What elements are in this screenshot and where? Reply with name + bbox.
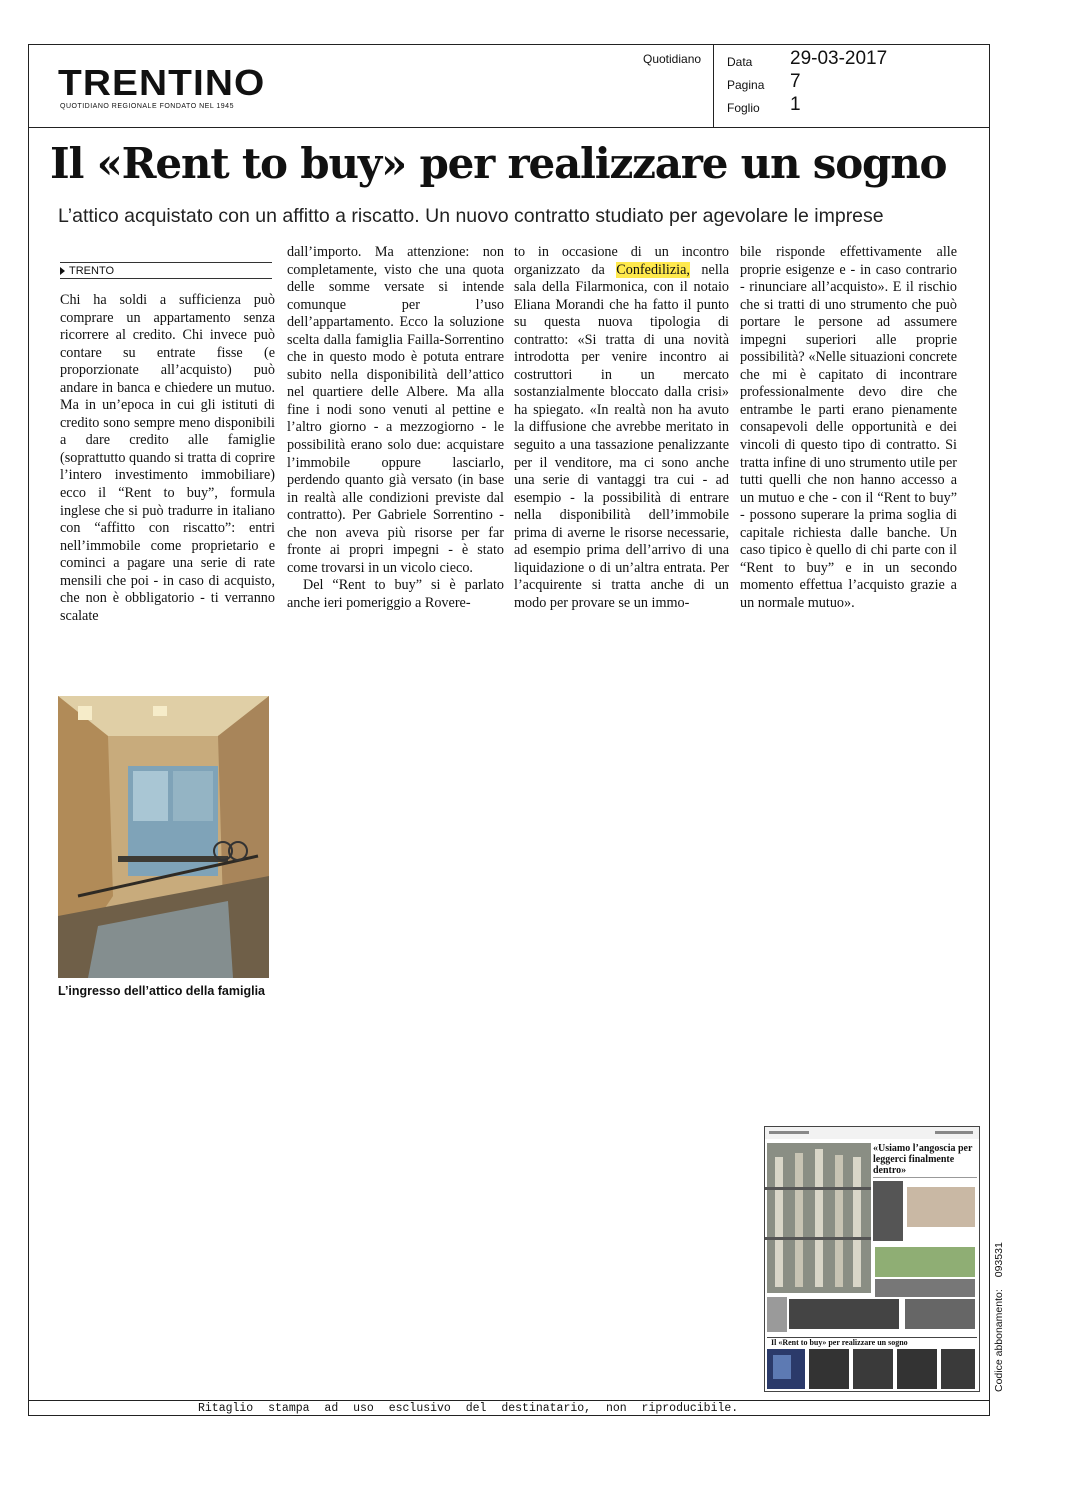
column-4 [740,244,957,612]
triangle-icon [60,267,65,275]
header-separator [713,44,714,127]
column-2 [287,244,504,612]
sheet-value: 1 [790,94,801,115]
footer-divider [28,1400,990,1401]
page-label: Pagina [727,78,765,92]
article-subtitle: L’attico acquistato con un affitto a riscatto. Un nuovo contratto studiato per agevolare le imprese [58,205,884,227]
page-thumbnail [764,1126,980,1392]
logo-tagline: QUOTIDIANO REGIONALE FONDATO NEL 1945 [60,103,234,110]
photo-caption: L’ingresso dell’attico della famiglia [58,984,266,998]
page-value: 7 [790,71,801,92]
date-value: 29-03-2017 [790,48,888,69]
photo-drawing [58,696,269,978]
source-type: Quotidiano [643,52,702,66]
thumbnail-headline: «Usiamo l’angoscia per leggerci finalmente dentro» [873,1143,973,1176]
newspaper-logo: TRENTINO [58,62,266,103]
column-3 [514,244,729,612]
paragraph: Del “Rent to buy” si è parlato anche ieri pomeriggio a Rovere- [287,577,504,611]
sheet-label: Foglio [727,101,760,115]
thumbnail-bottom-headline: Il «Rent to buy» per realizzare un sogno [771,1338,908,1347]
paragraph: dall’importo. Ma attenzione: non completamente, visto che una quota delle somme versate si intende comunque per l’uso dell’appartamento. Ecco la soluzione scelta dalla famiglia Failla-Sorrentino che in questo modo è potuta entrare subito nella disponibilità dell’attico nel quartiere delle Albere. Ma alla fine i nodi sono venuti al pettine e l’altro giorno - a mezzogiorno - le possibilità erano solo due: acquistare l’immobile oppure lasciarlo, perdendo quanto già versato (in base in realtà alle condizioni previste dal contratto). Per Gabriele Sorrentino - che non aveva più risorse per far fronte ai propri impegni - è stato come trovarsi in un vicolo cieco. [287,244,504,576]
header-divider [28,127,990,128]
reproduction-notice: Ritaglio stampa ad uso esclusivo del destinatario, non riproducibile. [198,1402,739,1415]
text-run: to in occasione di un incontro organizzato da [514,244,729,278]
date-label: Data [727,55,753,69]
text-run: nella sala della Filarmonica, con il notaio Eliana Morandi che ha fatto il punto su questa nuova tipologia di contratto: «Si tratta di una novità introdotta per venire incontro ai costruttori in un mercato sostanzialmente bloccato dalla crisi» ha spiegato. «In realtà non ha avuto la diffusione che avrebbe meritato in seguito a una tassazione penalizzante per il venditore, ma ci sono anche una serie di vantaggi tra cui - ad esempio - la possibilità di entrare nella disponibilità dell’immobile prima di averne le risorse necessarie, ad esempio prima dell’arrivo di una liquidazione o di un’altra entrata. Per l’acquirente si tratta anche di un modo per provare se un immo- [514,261,729,611]
subscription-label: Codice abbonamento: [993,1289,1005,1392]
article-title: Il «Rent to buy» per realizzare un sogno [50,139,947,188]
column-1 [60,292,275,625]
article-photo [58,696,269,978]
dateline [60,262,272,279]
highlighted-text: Confedilizia, [616,261,690,278]
dateline-text: TRENTO [69,265,115,277]
subscription-code [993,1232,1005,1392]
subscription-number: 093531 [993,1242,1005,1278]
paragraph: Chi ha soldi a sufficienza può comprare un appartamento senza ricorrere al credito. Chi invece può contare su entrate fisse (e proporzionate all’acquisto) può andare in banca e chiedere un mutuo. Ma in un’epoca in cui gli istituti di credito sono sempre meno disponibili a dare credito alle famiglie (soprattutto quando si tratta di coprire l’intero investimento immobiliare) ecco il “Rent to buy”, formula inglese che si può tradurre in italiano con “affitto con riscatto”: entri nell’immobile come proprietario e cominci a pagare una serie di rate mensili che poi - in caso di acquisto, che non è obbligatorio - ti verranno scalate [60,292,275,624]
paragraph [514,244,729,612]
paragraph: bile risponde effettivamente alle proprie esigenze e - in caso contrario - rinunciare all’acquisto». E il rischio che si tratti di uno strumento che può portare le persone ad assumere impegni superiori alle proprie possibilità? «Nelle situazioni concrete che mi è capitato di incontrare professionalmente devo dire che entrambe le parti erano pienamente consapevoli delle opportunità e dei vincoli di questo tipo di contratto. Si tratta infine di uno strumento utile per tutti quelli che non hanno accesso a un mutuo e che - con il “Rent to buy” - possono superare la prima soglia di capitale richiesta dalle banche. Un caso tipico è quello di chi parte con il “Rent to buy” e in un secondo momento effettua l’acquisto grazie a un normale mutuo». [740,244,957,611]
